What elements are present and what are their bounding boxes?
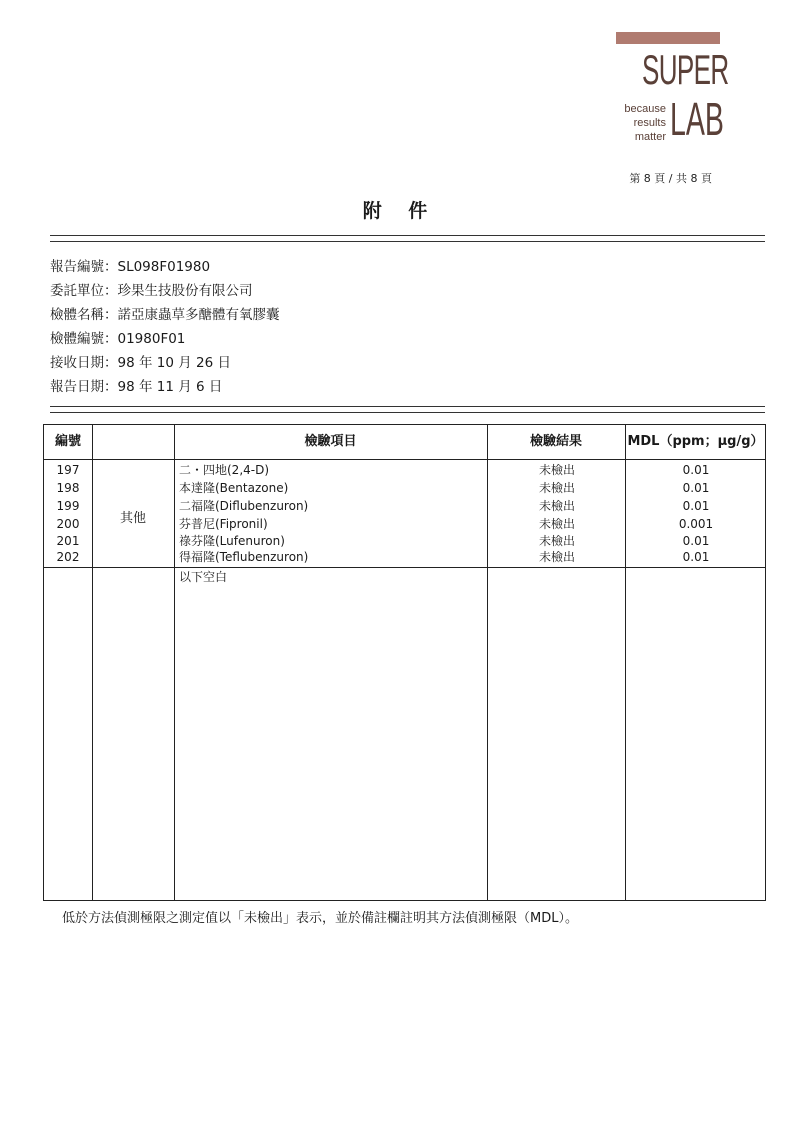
row-number: 202 — [56, 550, 80, 564]
row-number: 200 — [56, 517, 80, 531]
header-mdl: MDL（ppm；μg/g） — [627, 434, 764, 449]
row-mdl: 0.01 — [682, 481, 710, 495]
row-result: 未檢出 — [538, 517, 575, 531]
row-item: 二福隆(Diflubenzuron) — [179, 499, 309, 513]
logo-tagline-line: because — [624, 103, 666, 115]
row-item: 祿芬隆(Lufenuron) — [179, 534, 285, 548]
row-mdl: 0.01 — [682, 534, 710, 548]
header-item: 檢驗項目 — [304, 434, 357, 449]
row-result: 未檢出 — [538, 463, 575, 477]
logo-bar — [616, 32, 720, 44]
header-no: 編號 — [54, 434, 81, 449]
logo-word-super: SUPER — [642, 46, 729, 93]
column-divider — [174, 425, 175, 900]
info-sample-name — [50, 303, 280, 327]
blank-note: 以下空白 — [179, 570, 228, 584]
header-result: 檢驗結果 — [529, 434, 582, 449]
row-number: 201 — [56, 534, 80, 548]
row-result: 未檢出 — [538, 499, 575, 513]
info-value: SL098F01980 — [117, 259, 211, 275]
footnote: 低於方法偵測極限之測定值以「未檢出」表示，並於備註欄註明其方法偵測極限（MDL）。 — [62, 911, 578, 926]
header-divider — [44, 459, 765, 460]
row-number: 199 — [56, 499, 80, 513]
info-label: 報告日期： — [50, 379, 118, 395]
results-table — [43, 424, 766, 901]
logo-word-lab: LAB — [670, 93, 724, 145]
info-label: 檢體名稱： — [50, 307, 118, 323]
info-value: 諾亞康蟲草多醣體有氧膠囊 — [117, 307, 280, 323]
row-mdl: 0.01 — [682, 463, 710, 477]
double-rule-top — [50, 235, 765, 242]
info-sample-number — [50, 327, 280, 351]
report-info — [50, 255, 280, 399]
group-label: 其他 — [119, 511, 146, 526]
info-value: 01980F01 — [117, 331, 186, 347]
page-number: 第 8 頁 / 共 8 頁 — [629, 172, 712, 185]
info-report-number — [50, 255, 280, 279]
row-mdl: 0.01 — [682, 499, 710, 513]
row-result: 未檢出 — [538, 481, 575, 495]
logo-tagline-line: results — [633, 117, 666, 129]
info-value: 98 年 11 月 6 日 — [117, 379, 223, 395]
row-result: 未檢出 — [538, 550, 575, 564]
info-report-date — [50, 375, 280, 399]
double-rule-bottom — [50, 406, 765, 413]
row-item: 得福隆(Teflubenzuron) — [179, 550, 309, 564]
column-divider — [92, 425, 93, 900]
info-received-date — [50, 351, 280, 375]
row-result: 未檢出 — [538, 534, 575, 548]
row-number: 198 — [56, 481, 80, 495]
info-value: 98 年 10 月 26 日 — [117, 355, 231, 371]
info-value: 珍果生技股份有限公司 — [117, 283, 253, 299]
info-client — [50, 279, 280, 303]
logo-tagline — [614, 102, 666, 144]
info-label: 報告編號： — [50, 259, 118, 275]
row-item: 芬普尼(Fipronil) — [179, 517, 268, 531]
superlab-logo — [612, 32, 729, 152]
page-title: 附 件 — [362, 200, 438, 222]
info-label: 接收日期： — [50, 355, 118, 371]
row-mdl: 0.01 — [682, 550, 710, 564]
logo-tagline-line: matter — [634, 131, 666, 143]
info-label: 檢體編號： — [50, 331, 118, 347]
row-number: 197 — [56, 463, 80, 477]
row-mdl: 0.001 — [678, 517, 714, 531]
row-item: 二・四地(2,4-D) — [179, 463, 270, 477]
info-label: 委託單位： — [50, 283, 118, 299]
row-item: 本達隆(Bentazone) — [179, 481, 289, 495]
